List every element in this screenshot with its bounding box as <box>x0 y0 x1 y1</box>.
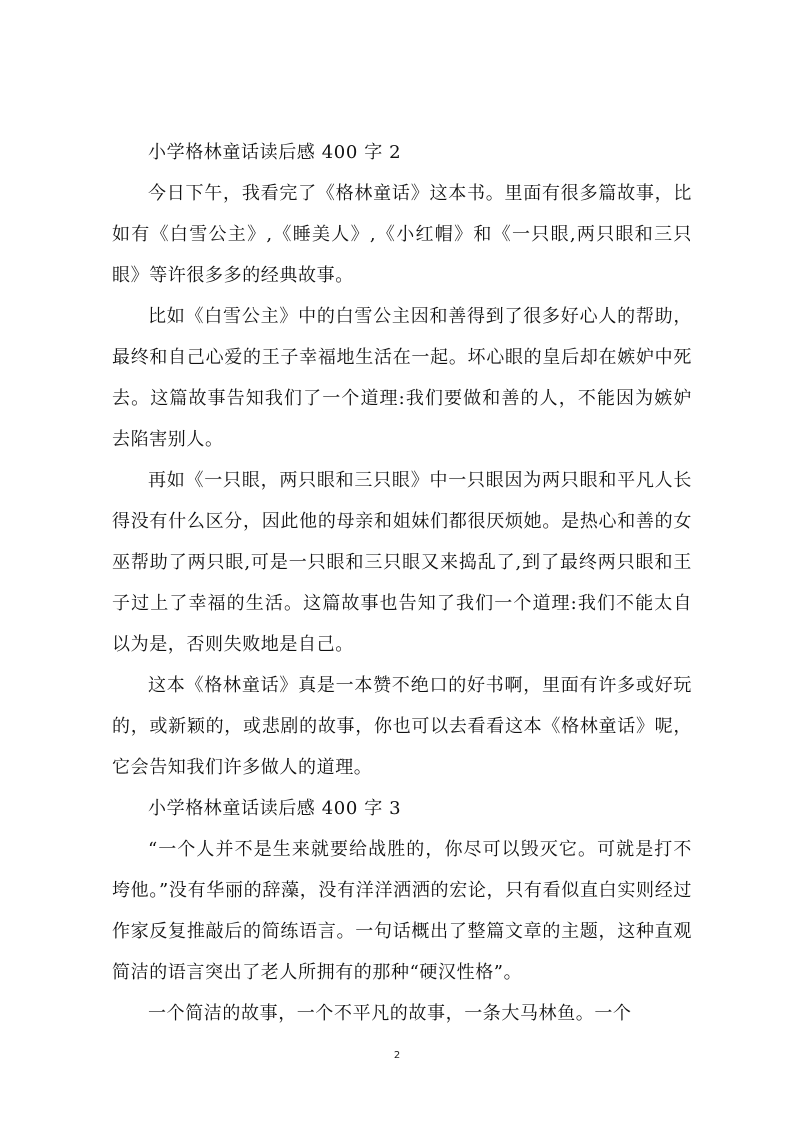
paragraph: 一个简洁的故事，一个不平凡的故事，一条大马林鱼。一个 <box>148 1003 632 1024</box>
paragraph: 比如《白雪公主》中的白雪公主因和善得到了很多好心人的帮助，最终和自己心爱的王子幸福地生活在一起。坏心眼的皇后却在嫉妒中死去。这篇故事告知我们了一个道理:我们要做和善的人，不能因为嫉妒去陷害别人。 <box>112 306 692 450</box>
document-body <box>112 132 692 1034</box>
paragraph: 再如《一只眼，两只眼和三只眼》中一只眼因为两只眼和平凡人长得没有什么区分，因此他的母亲和姐妹们都很厌烦她。是热心和善的女巫帮助了两只眼,可是一只眼和三只眼又来捣乱了,到了最终两只眼和王子过上了幸福的生活。这篇故事也告知了我们一个道理:我们不能太自以为是，否则失败地是自己。 <box>112 470 692 655</box>
paragraph: “一个人并不是生来就要给战胜的，你尽可以毁灭它。可就是打不垮他。”没有华丽的辞藻，没有洋洋洒洒的宏论，只有看似直白实则经过作家反复推敲后的简练语言。一句话概出了整篇文章的主题，这种直观简洁的语言突出了老人所拥有的那种“硬汉性格”。 <box>112 839 692 983</box>
section-heading-2: 小学格林童话读后感 400 字 2 <box>148 142 402 163</box>
section-heading-3: 小学格林童话读后感 400 字 3 <box>148 798 402 819</box>
paragraph: 这本《格林童话》真是一本赞不绝口的好书啊，里面有许多或好玩的，或新颖的，或悲剧的故事，你也可以去看看这本《格林童话》呢，它会告知我们许多做人的道理。 <box>112 675 692 778</box>
page-number: 2 <box>393 1050 401 1061</box>
paragraph: 今日下午，我看完了《格林童话》这本书。里面有很多篇故事，比如有《白雪公主》,《睡美人》,《小红帽》和《一只眼,两只眼和三只眼》等许很多多的经典故事。 <box>112 183 692 286</box>
